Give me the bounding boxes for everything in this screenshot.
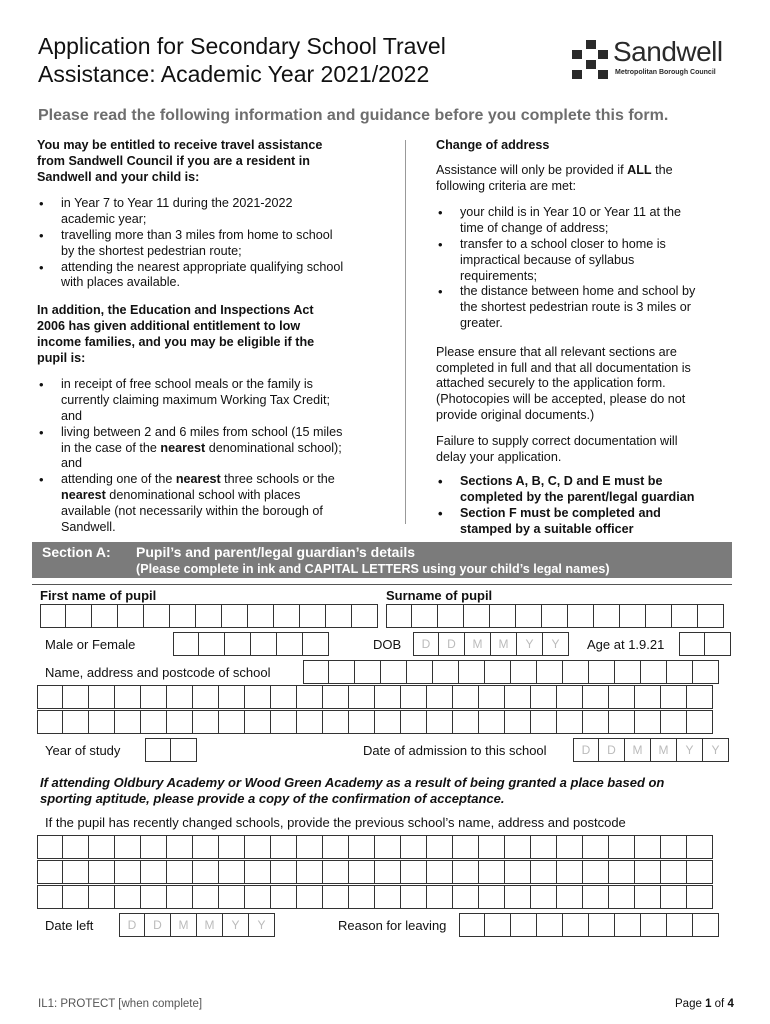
char-box[interactable] (219, 885, 245, 909)
char-box[interactable]: D (599, 738, 625, 762)
char-box[interactable] (63, 885, 89, 909)
first-name-boxes[interactable] (40, 604, 378, 628)
char-box[interactable] (401, 885, 427, 909)
char-box[interactable] (37, 860, 63, 884)
char-box[interactable] (453, 885, 479, 909)
char-box[interactable] (635, 885, 661, 909)
char-box[interactable]: D (413, 632, 439, 656)
char-box[interactable] (661, 710, 687, 734)
char-box[interactable] (349, 710, 375, 734)
char-box[interactable] (40, 604, 66, 628)
char-box[interactable] (193, 685, 219, 709)
char-box[interactable] (542, 604, 568, 628)
char-box[interactable] (196, 604, 222, 628)
char-box[interactable] (245, 685, 271, 709)
char-box[interactable] (248, 604, 274, 628)
char-box[interactable] (485, 913, 511, 937)
char-box[interactable] (141, 835, 167, 859)
char-box[interactable] (531, 685, 557, 709)
list-item: • Sections A, B, C, D and E must be completed by the parent/legal guardian (436, 474, 736, 506)
char-box[interactable] (92, 604, 118, 628)
char-box[interactable] (479, 685, 505, 709)
char-box[interactable] (271, 885, 297, 909)
char-box[interactable] (531, 860, 557, 884)
list-item: • travelling more than 3 miles from home to school by the shortest pedestrian route; (37, 228, 397, 260)
char-box[interactable] (167, 885, 193, 909)
char-box[interactable] (375, 685, 401, 709)
char-box[interactable] (620, 604, 646, 628)
list-item: • Section F must be completed and stamped by a suitable officer (436, 506, 736, 538)
char-box[interactable] (144, 604, 170, 628)
char-box[interactable] (193, 835, 219, 859)
char-box[interactable] (635, 685, 661, 709)
char-box[interactable] (297, 835, 323, 859)
char-box[interactable] (537, 913, 563, 937)
list-item: • your child is in Year 10 or Year 11 at the time of change of address; (436, 205, 736, 237)
char-box[interactable] (115, 835, 141, 859)
char-box[interactable] (531, 885, 557, 909)
char-box[interactable]: Y (517, 632, 543, 656)
char-box[interactable]: D (439, 632, 465, 656)
char-box[interactable] (63, 710, 89, 734)
char-box[interactable] (635, 860, 661, 884)
char-box[interactable] (505, 685, 531, 709)
char-box[interactable] (427, 885, 453, 909)
char-box[interactable] (583, 835, 609, 859)
char-box[interactable] (89, 835, 115, 859)
char-box[interactable] (271, 710, 297, 734)
char-box[interactable] (661, 885, 687, 909)
char-box[interactable] (141, 710, 167, 734)
char-box[interactable] (453, 860, 479, 884)
char-box[interactable] (219, 685, 245, 709)
char-box[interactable] (323, 835, 349, 859)
char-box[interactable] (687, 835, 713, 859)
char-box[interactable] (219, 860, 245, 884)
char-box[interactable] (352, 604, 378, 628)
char-box[interactable] (37, 710, 63, 734)
char-box[interactable] (297, 685, 323, 709)
char-box[interactable] (531, 835, 557, 859)
char-box[interactable] (505, 835, 531, 859)
char-box[interactable] (37, 685, 63, 709)
char-box[interactable] (219, 835, 245, 859)
char-box[interactable] (63, 685, 89, 709)
char-box[interactable] (349, 835, 375, 859)
char-box[interactable] (537, 660, 563, 684)
date-left-label: Date left (45, 918, 94, 933)
char-box[interactable] (375, 835, 401, 859)
char-box[interactable] (141, 685, 167, 709)
oldbury-note: If attending Oldbury Academy or Wood Green Academy as a result of being granted a place based on sporting aptitude, please provide a copy of the confirmation of acceptance. (40, 775, 665, 806)
char-box[interactable] (557, 835, 583, 859)
char-box[interactable] (505, 885, 531, 909)
char-box[interactable] (245, 885, 271, 909)
char-box[interactable] (505, 710, 531, 734)
char-box[interactable] (245, 860, 271, 884)
char-box[interactable] (583, 685, 609, 709)
column-divider (405, 140, 406, 524)
char-box[interactable]: M (651, 738, 677, 762)
criteria-list (436, 205, 736, 331)
form-title: Application for Secondary School Travel Assistance: Academic Year 2021/2022 (38, 33, 446, 87)
char-box[interactable] (661, 835, 687, 859)
char-box[interactable] (297, 860, 323, 884)
char-box[interactable] (63, 860, 89, 884)
char-box[interactable] (557, 685, 583, 709)
char-box[interactable] (615, 913, 641, 937)
char-box[interactable] (568, 604, 594, 628)
char-box[interactable]: D (119, 913, 145, 937)
char-box[interactable] (193, 710, 219, 734)
char-box[interactable]: D (145, 913, 171, 937)
char-box[interactable] (609, 710, 635, 734)
char-box[interactable] (375, 885, 401, 909)
char-box[interactable] (615, 660, 641, 684)
guidance-subtitle: Please read the following information and guidance before you complete this form. (38, 107, 669, 124)
char-box[interactable] (193, 885, 219, 909)
criteria-intro: Assistance will only be provided if ALL the following criteria are met: (436, 162, 673, 193)
char-box[interactable] (679, 632, 705, 656)
char-box[interactable] (531, 710, 557, 734)
char-box[interactable] (277, 632, 303, 656)
char-box[interactable] (459, 660, 485, 684)
char-box[interactable] (167, 860, 193, 884)
right-column (436, 138, 736, 538)
char-box[interactable] (323, 860, 349, 884)
divider (32, 584, 732, 585)
char-box[interactable] (245, 835, 271, 859)
low-income-list (37, 377, 397, 535)
char-box[interactable] (698, 604, 724, 628)
char-box[interactable] (479, 835, 505, 859)
char-box[interactable] (687, 685, 713, 709)
protect-footer: IL1: PROTECT [when complete] (38, 998, 203, 1010)
char-box[interactable]: Y (249, 913, 275, 937)
intro-text: You may be entitled to receive travel assistance from Sandwell Council if you are a resident in Sandwell and your child is: (37, 138, 323, 184)
school-address-boxes-2[interactable] (37, 685, 713, 709)
year-of-study-label: Year of study (45, 743, 121, 758)
char-box[interactable] (641, 913, 667, 937)
char-box[interactable] (583, 885, 609, 909)
char-box[interactable] (167, 685, 193, 709)
char-box[interactable] (693, 660, 719, 684)
year-of-study-boxes[interactable] (145, 738, 197, 762)
char-box[interactable] (661, 860, 687, 884)
char-box[interactable] (427, 710, 453, 734)
char-box[interactable] (89, 860, 115, 884)
char-box[interactable] (141, 860, 167, 884)
char-box[interactable] (433, 660, 459, 684)
dob-boxes[interactable] (413, 632, 569, 656)
char-box[interactable] (225, 632, 251, 656)
char-box[interactable] (37, 885, 63, 909)
male-female-boxes[interactable] (173, 632, 329, 656)
char-box[interactable]: M (491, 632, 517, 656)
char-box[interactable] (453, 710, 479, 734)
surname-boxes[interactable] (386, 604, 724, 628)
char-box[interactable] (300, 604, 326, 628)
char-box[interactable] (401, 860, 427, 884)
char-box[interactable]: M (625, 738, 651, 762)
char-box[interactable]: D (573, 738, 599, 762)
char-box[interactable]: Y (223, 913, 249, 937)
list-item: • transfer to a school closer to home is impractical because of syllabus requirements; (436, 237, 736, 284)
list-item: • attending one of the nearest three schools or the nearest denominational school with places available (not necessarily within the borough of Sandwell. (37, 472, 397, 535)
char-box[interactable] (63, 835, 89, 859)
char-box[interactable] (427, 835, 453, 859)
school-address-label: Name, address and postcode of school (45, 665, 271, 680)
char-box[interactable] (609, 835, 635, 859)
char-box[interactable] (401, 710, 427, 734)
char-box[interactable]: M (197, 913, 223, 937)
char-box[interactable] (594, 604, 620, 628)
char-box[interactable] (401, 685, 427, 709)
char-box[interactable] (609, 860, 635, 884)
char-box[interactable] (641, 660, 667, 684)
char-box[interactable] (89, 710, 115, 734)
char-box[interactable] (193, 860, 219, 884)
char-box[interactable] (297, 710, 323, 734)
char-box[interactable] (89, 885, 115, 909)
list-item: • the distance between home and school by the shortest pedestrian route is 3 miles or greater. (436, 284, 736, 331)
dob-label: DOB (373, 637, 402, 652)
char-box[interactable] (505, 860, 531, 884)
char-box[interactable] (251, 632, 277, 656)
admission-date-label: Date of admission to this school (363, 743, 547, 758)
char-box[interactable] (219, 710, 245, 734)
page-number: Page 1 of 4 (675, 998, 734, 1010)
char-box[interactable] (427, 685, 453, 709)
char-box[interactable] (511, 660, 537, 684)
list-item: • in receipt of free school meals or the family is currently claiming maximum Working Tax Credit; and (37, 377, 397, 424)
char-box[interactable] (609, 885, 635, 909)
char-box[interactable] (170, 604, 196, 628)
char-box[interactable] (381, 660, 407, 684)
char-box[interactable]: M (171, 913, 197, 937)
char-box[interactable] (479, 860, 505, 884)
char-box[interactable] (326, 604, 352, 628)
char-box[interactable] (412, 604, 438, 628)
char-box[interactable] (453, 685, 479, 709)
char-box[interactable] (485, 660, 511, 684)
ensure-text: Please ensure that all relevant sections are completed in full and that all documentation is attached securely to the application form. (Photocopies will be accepted, please do not provide original documents.) (436, 344, 691, 422)
previous-school-boxes-3[interactable] (37, 885, 713, 909)
char-box[interactable] (115, 685, 141, 709)
char-box[interactable] (687, 710, 713, 734)
char-box[interactable]: Y (543, 632, 569, 656)
char-box[interactable]: M (465, 632, 491, 656)
list-item: • in Year 7 to Year 11 during the 2021-2022 academic year; (37, 196, 397, 228)
change-of-address-heading: Change of address (436, 138, 550, 152)
char-box[interactable] (355, 660, 381, 684)
previous-school-boxes-1[interactable] (37, 835, 713, 859)
char-box[interactable] (271, 685, 297, 709)
left-column (37, 138, 397, 535)
char-box[interactable] (687, 885, 713, 909)
char-box[interactable] (557, 860, 583, 884)
first-name-label: First name of pupil (40, 588, 157, 603)
char-box[interactable] (115, 710, 141, 734)
list-item: • living between 2 and 6 miles from school (15 miles in the case of the nearest denominational school); and (37, 425, 397, 472)
reason-label: Reason for leaving (338, 918, 447, 933)
char-box[interactable] (349, 685, 375, 709)
char-box[interactable] (453, 835, 479, 859)
char-box[interactable] (661, 685, 687, 709)
char-box[interactable] (274, 604, 300, 628)
char-box[interactable] (635, 835, 661, 859)
list-item: • attending the nearest appropriate qualifying school with places available. (37, 260, 397, 292)
sandwell-logo-icon (572, 40, 612, 80)
age-boxes[interactable] (679, 632, 731, 656)
char-box[interactable] (118, 604, 144, 628)
char-box[interactable] (167, 710, 193, 734)
char-box[interactable] (375, 710, 401, 734)
char-box[interactable] (115, 860, 141, 884)
char-box[interactable] (329, 660, 355, 684)
char-box[interactable] (646, 604, 672, 628)
char-box[interactable] (173, 632, 199, 656)
char-box[interactable] (427, 860, 453, 884)
char-box[interactable] (222, 604, 248, 628)
char-box[interactable] (693, 913, 719, 937)
char-box[interactable] (635, 710, 661, 734)
section-a-header: Section A: Pupil’s and parent/legal guardian’s details (Please complete in ink and CAPITAL LETTERS using your child’s legal names) (32, 542, 732, 578)
sandwell-logo: Sandwell Metropolitan Borough Council (572, 40, 737, 82)
school-address-boxes-1[interactable] (303, 660, 719, 684)
char-box[interactable] (511, 913, 537, 937)
addition-text: In addition, the Education and Inspections Act 2006 has given additional entitlement to low income families, and you may be eligible if the pupil is: (37, 303, 315, 365)
eligibility-list (37, 196, 397, 291)
school-address-boxes-3[interactable] (37, 710, 713, 734)
char-box[interactable] (303, 632, 329, 656)
changed-schools-label: If the pupil has recently changed schools, provide the previous school’s name, address and postcode (45, 815, 626, 830)
char-box[interactable] (271, 860, 297, 884)
char-box[interactable] (375, 860, 401, 884)
char-box[interactable] (672, 604, 698, 628)
char-box[interactable] (401, 835, 427, 859)
char-box[interactable] (407, 660, 433, 684)
char-box[interactable] (167, 835, 193, 859)
char-box[interactable] (459, 913, 485, 937)
char-box[interactable]: Y (703, 738, 729, 762)
char-box[interactable] (37, 835, 63, 859)
char-box[interactable] (479, 885, 505, 909)
char-box[interactable] (479, 710, 505, 734)
char-box[interactable] (171, 738, 197, 762)
char-box[interactable] (705, 632, 731, 656)
male-female-label: Male or Female (45, 637, 136, 652)
char-box[interactable] (141, 885, 167, 909)
surname-label: Surname of pupil (386, 588, 493, 603)
char-box[interactable] (303, 660, 329, 684)
char-box[interactable] (516, 604, 542, 628)
char-box[interactable] (245, 710, 271, 734)
char-box[interactable] (583, 710, 609, 734)
char-box[interactable] (557, 710, 583, 734)
char-box[interactable] (323, 710, 349, 734)
char-box[interactable] (557, 885, 583, 909)
previous-school-boxes-2[interactable] (37, 860, 713, 884)
char-box[interactable] (199, 632, 225, 656)
section-requirements-list (436, 474, 736, 537)
char-box[interactable] (589, 660, 615, 684)
reason-boxes[interactable] (459, 913, 719, 937)
char-box[interactable] (145, 738, 171, 762)
char-box[interactable] (667, 913, 693, 937)
char-box[interactable] (464, 604, 490, 628)
char-box[interactable] (583, 860, 609, 884)
char-box[interactable] (563, 913, 589, 937)
char-box[interactable] (271, 835, 297, 859)
char-box[interactable] (589, 913, 615, 937)
char-box[interactable] (323, 685, 349, 709)
char-box[interactable] (563, 660, 589, 684)
char-box[interactable] (66, 604, 92, 628)
char-box[interactable] (89, 685, 115, 709)
char-box[interactable] (490, 604, 516, 628)
char-box[interactable] (349, 860, 375, 884)
char-box[interactable] (349, 885, 375, 909)
char-box[interactable] (438, 604, 464, 628)
char-box[interactable]: Y (677, 738, 703, 762)
failure-text: Failure to supply correct documentation will delay your application. (436, 433, 678, 464)
char-box[interactable] (115, 885, 141, 909)
char-box[interactable] (323, 885, 349, 909)
date-left-boxes[interactable] (119, 913, 275, 937)
char-box[interactable] (297, 885, 323, 909)
admission-date-boxes[interactable] (573, 738, 729, 762)
char-box[interactable] (667, 660, 693, 684)
char-box[interactable] (386, 604, 412, 628)
char-box[interactable] (687, 860, 713, 884)
char-box[interactable] (609, 685, 635, 709)
age-label: Age at 1.9.21 (587, 637, 665, 652)
